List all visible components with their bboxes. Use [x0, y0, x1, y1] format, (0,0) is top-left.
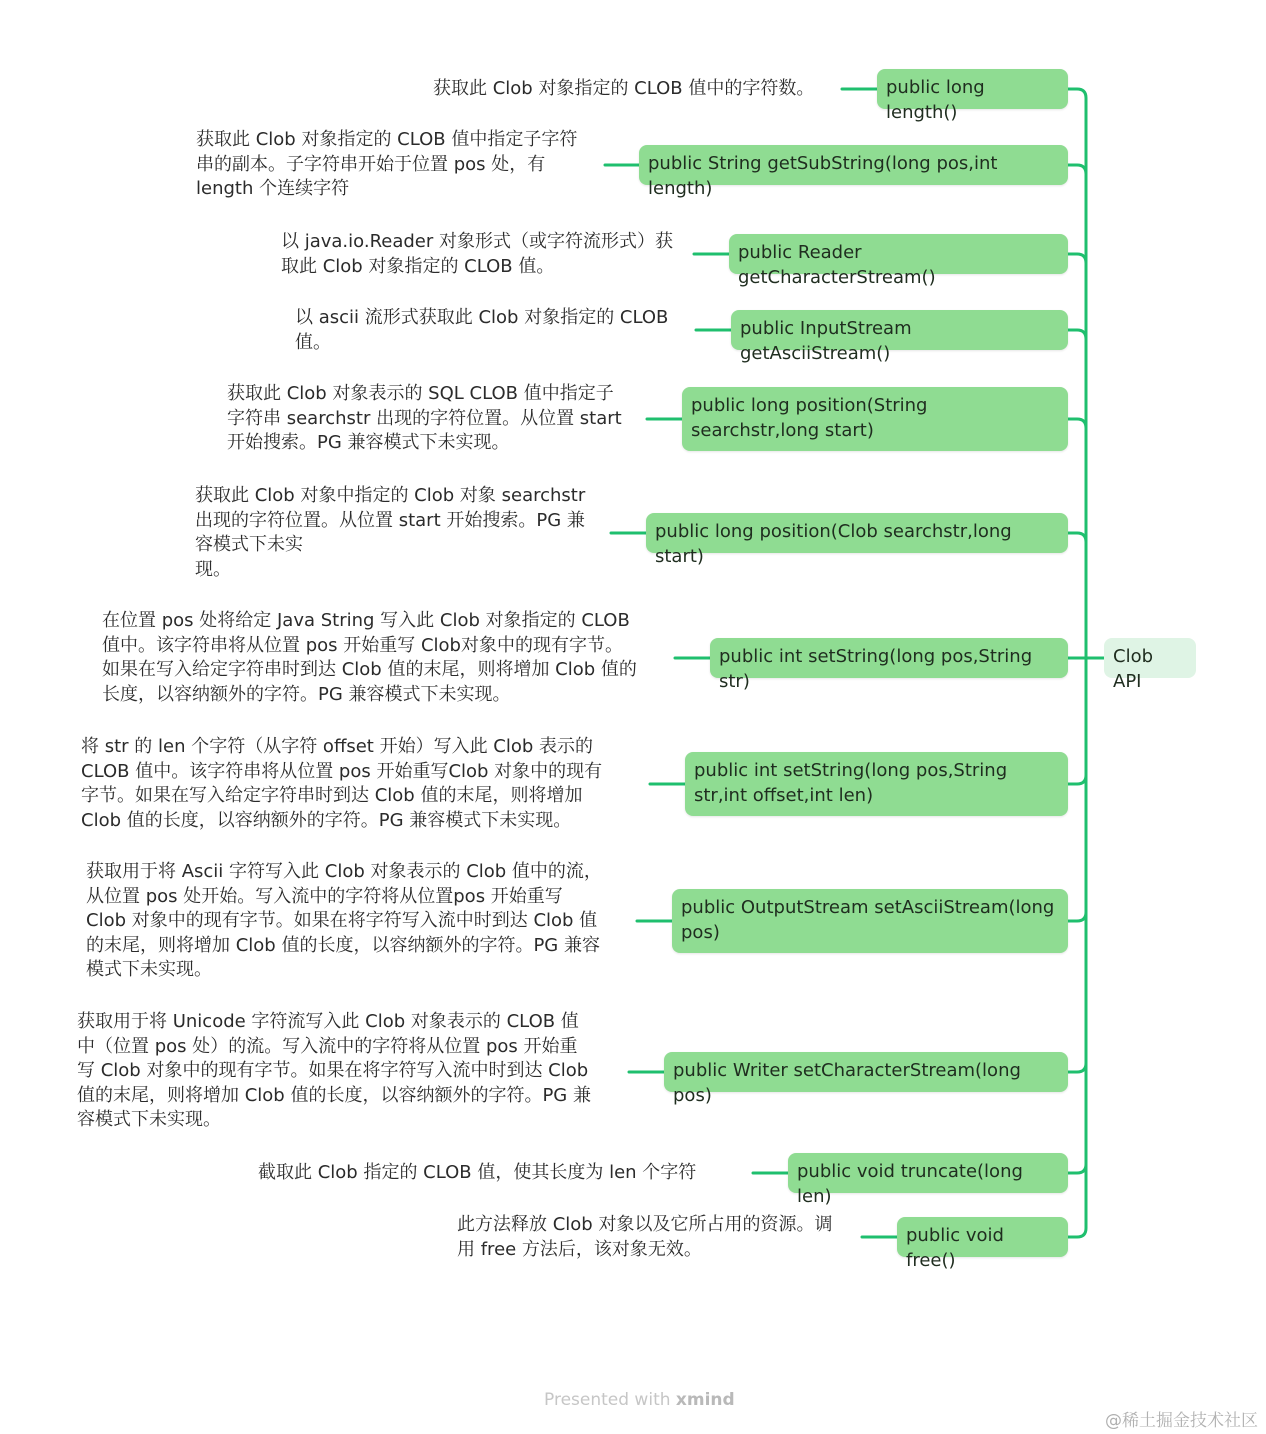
method-node-setasciistream[interactable] — [672, 889, 1068, 953]
method-node-getasciistream[interactable] — [731, 310, 1068, 364]
description-getsubstring: 获取此 Clob 对象指定的 CLOB 值中指定子字符 串的副本。子字符串开始于位置 pos 处，有 length 个连续字符 — [196, 129, 578, 200]
description-position-clob: 获取此 Clob 对象中指定的 Clob 对象 searchstr 出现的字符位置。从位置 start 开始搜索。PG 兼 容模式下未实 现。 — [195, 485, 586, 580]
description-getcharacterstream: 以 java.io.Reader 对象形式（或字符流形式）获 取此 Clob 对象指定的 CLOB 值。 — [281, 231, 673, 277]
description-setcharacterstream: 获取用于将 Unicode 字符流写入此 Clob 对象表示的 CLOB 值 中（位置 pos 处）的流。写入流中的字符将从位置 pos 开始重 写 Clob 对象中的现有字节。如果在将字符写入流中时到达 Clob 值的末尾，则将增加 Clob 值的长度，以容纳额外的字符。PG 兼 容模式下未实现。 — [77, 1011, 591, 1131]
connector-line — [1068, 658, 1086, 921]
connector-line — [1068, 254, 1086, 658]
connector-line — [1068, 165, 1086, 658]
root-topic-clob-api[interactable] — [1104, 638, 1196, 692]
method-label: public void free() — [906, 1225, 1004, 1271]
description-free: 此方法释放 Clob 对象以及它所占用的资源。调 用 free 方法后，该对象无效。 — [457, 1214, 833, 1260]
description-setstring: 在位置 pos 处将给定 Java String 写入此 Clob 对象指定的 CLOB 值中。该字符串将从位置 pos 开始重写 Clob对象中的现有字节。 如果在写入给定字符串时到达 Clob 值的末尾，则将增加 Clob 值的 长度，以容纳额外的字符。PG 兼容模式下未实现。 — [102, 610, 637, 705]
root-topic-label: Clob API — [1113, 646, 1154, 692]
description-setstring-offset: 将 str 的 len 个字符（从字符 offset 开始）写入此 Clob 表示的 CLOB 值中。该字符串将从位置 pos 开始重写Clob 对象中的现有 字节。如果在写入给定字符串时到达 Clob 值的末尾，则将增加 Clob 值的长度，以容纳额外的字符。PG 兼容模式下未实现。 — [81, 736, 603, 831]
description-setasciistream: 获取用于将 Ascii 字符写入此 Clob 对象表示的 Clob 值中的流， 从位置 pos 处开始。写入流中的字符将从位置pos 开始重写 Clob 对象中的现有字节。如果在将字符写入流中时到达 Clob 值 的末尾，则将增加 Clob 值的长度，以容纳额外的字符。PG 兼容 模式下未实现。 — [86, 861, 602, 981]
method-node-free[interactable] — [897, 1217, 1068, 1271]
connector-line — [1068, 658, 1086, 784]
method-node-position-string[interactable] — [682, 387, 1068, 451]
juejin-credit: @稀土掘金技术社区 — [1105, 1411, 1258, 1431]
method-node-setstring[interactable] — [710, 638, 1068, 692]
method-label: public Writer setCharacterStream(long pos) — [673, 1060, 1021, 1106]
presented-text: Presented with — [544, 1390, 671, 1410]
method-label: public void truncate(long len) — [797, 1161, 1023, 1207]
method-label: public OutputStream setAsciiStream(long pos) — [681, 897, 1055, 943]
method-label: public int setString(long pos,String str) — [719, 646, 1033, 692]
method-label: public long position(String searchstr,long start) — [691, 395, 928, 441]
method-label: public String getSubString(long pos,int length) — [648, 153, 998, 199]
method-label: public InputStream getAsciiStream() — [740, 318, 912, 364]
method-node-position-clob[interactable] — [646, 513, 1068, 567]
description-length: 获取此 Clob 对象指定的 CLOB 值中的字符数。 — [433, 78, 815, 99]
description-getasciistream: 以 ascii 流形式获取此 Clob 对象指定的 CLOB 值。 — [295, 307, 669, 353]
description-position-string: 获取此 Clob 对象表示的 SQL CLOB 值中指定子 字符串 searchstr 出现的字符位置。从位置 start 开始搜索。PG 兼容模式下未实现。 — [227, 383, 622, 454]
connector-line — [1068, 658, 1086, 1173]
method-node-getcharacterstream[interactable] — [729, 234, 1068, 288]
method-node-length[interactable] — [877, 69, 1068, 123]
method-label: public long length() — [886, 77, 985, 123]
connector-line — [1068, 658, 1086, 1072]
connector-line — [1068, 419, 1086, 658]
description-truncate: 截取此 Clob 指定的 CLOB 值，使其长度为 len 个字符 — [258, 1162, 697, 1183]
method-node-getsubstring[interactable] — [639, 145, 1068, 199]
method-label: public Reader getCharacterStream() — [738, 242, 936, 288]
connector-line — [1068, 533, 1086, 658]
connector-line — [1068, 89, 1086, 658]
connector-line — [1068, 658, 1086, 1237]
presented-with-xmind — [544, 1390, 735, 1410]
method-node-setstring-offset[interactable] — [685, 752, 1068, 816]
method-label: public long position(Clob searchstr,long start) — [655, 521, 1012, 567]
method-label: public int setString(long pos,String str,int offset,int len) — [694, 760, 1008, 806]
connector-line — [1068, 330, 1086, 658]
xmind-brand: xmind — [675, 1390, 735, 1410]
method-node-truncate[interactable] — [788, 1153, 1068, 1207]
method-node-setcharacterstream[interactable] — [664, 1052, 1068, 1106]
